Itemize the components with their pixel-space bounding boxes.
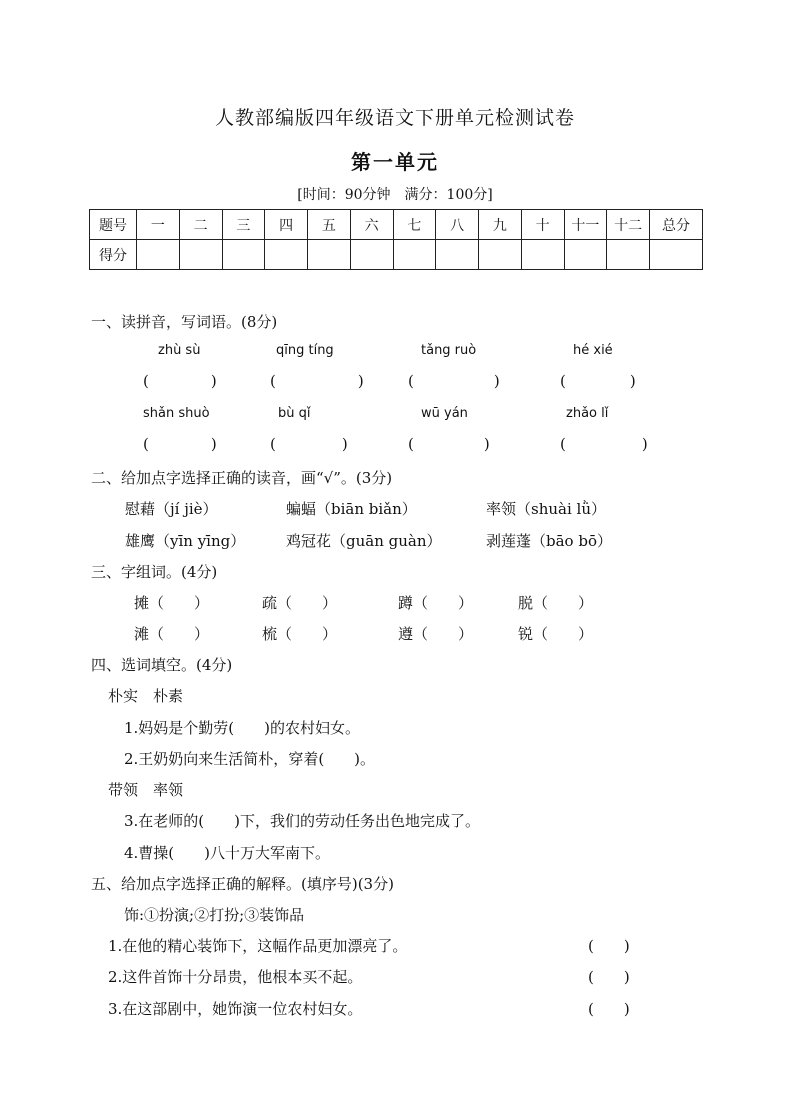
score-input-cell[interactable] [265,240,308,270]
score-table [89,209,703,270]
score-cell: 十一 [564,210,607,240]
score-input-cell[interactable] [650,240,703,270]
word-group-item[interactable]: 脱（ ） [518,594,594,612]
word-choices: 带领 率领 [108,781,184,799]
score-table-header-row [90,210,703,240]
answer-blank[interactable]: ( ) [143,435,217,453]
score-input-cell[interactable] [179,240,222,270]
score-cell: 得分 [90,240,137,270]
pinyin: zhǎo lǐ [566,406,609,421]
score-input-cell[interactable] [607,240,650,270]
q5-heading: 五、给加点字选择正确的解释。(填序号)(3分) [91,875,394,893]
score-cell: 五 [308,210,351,240]
word-group-item[interactable]: 疏（ ） [262,594,338,612]
fill-sentence[interactable]: 3.在老师的( )下，我们的劳动任务出色地完成了。 [124,812,481,830]
score-cell: 十二 [607,210,650,240]
score-input-cell[interactable] [521,240,564,270]
word-group-item[interactable]: 蹲（ ） [398,594,474,612]
word-group-item[interactable]: 滩（ ） [134,625,210,643]
explanation-sentence: 1.在他的精心装饰下，这幅作品更加漂亮了。 [108,937,408,955]
score-cell: 题号 [90,210,137,240]
score-table-score-row [90,240,703,270]
answer-blank[interactable]: ( ) [588,1000,630,1018]
answer-blank[interactable]: ( ) [408,372,500,390]
pronunciation-item[interactable]: 率领（shuài lǜ） [486,500,606,518]
score-input-cell[interactable] [222,240,265,270]
definition-options: 饰:①扮演;②打扮;③装饰品 [124,906,305,924]
q2-heading: 二、给加点字选择正确的读音，画“√”。(3分) [91,469,393,487]
pinyin: qīng tíng [276,343,334,358]
fill-sentence[interactable]: 2.王奶奶向来生活简朴，穿着( )。 [124,750,376,768]
answer-blank[interactable]: ( ) [588,937,630,955]
word-group-item[interactable]: 遵（ ） [398,625,474,643]
pronunciation-item[interactable]: 剥莲蓬（bāo bō） [486,532,612,550]
word-choices: 朴实 朴素 [108,687,184,705]
score-cell: 三 [222,210,265,240]
score-cell: 二 [179,210,222,240]
answer-blank[interactable]: ( ) [270,372,364,390]
answer-blank[interactable]: ( ) [143,372,217,390]
word-group-item[interactable]: 梳（ ） [262,625,338,643]
score-input-cell[interactable] [564,240,607,270]
pronunciation-item[interactable]: 慰藉（jí jiè） [125,500,218,518]
score-cell: 十 [521,210,564,240]
fill-sentence[interactable]: 4.曹操( )八十万大军南下。 [124,844,331,862]
pronunciation-item[interactable]: 鸡冠花（guān guàn） [286,532,442,550]
score-input-cell[interactable] [137,240,180,270]
pinyin: wū yán [421,406,468,421]
answer-blank[interactable]: ( ) [560,435,648,453]
score-input-cell[interactable] [479,240,522,270]
score-cell: 四 [265,210,308,240]
pinyin: shǎn shuò [143,406,210,421]
score-input-cell[interactable] [350,240,393,270]
answer-blank[interactable]: ( ) [560,372,636,390]
score-input-cell[interactable] [308,240,351,270]
answer-blank[interactable]: ( ) [588,968,630,986]
pronunciation-item[interactable]: 蝙蝠（biān biǎn） [286,500,417,518]
exam-title: 人教部编版四年级语文下册单元检测试卷 [214,107,575,129]
q1-heading: 一、读拼音，写词语。(8分) [91,313,278,331]
fill-sentence[interactable]: 1.妈妈是个勤劳( )的农村妇女。 [124,719,361,737]
pronunciation-item[interactable]: 雄鹰（yīn yīng） [125,532,246,550]
score-cell: 六 [350,210,393,240]
score-cell: 七 [393,210,436,240]
q4-heading: 四、选词填空。(4分) [91,656,233,674]
pinyin: hé xié [573,343,613,358]
score-cell: 总分 [650,210,703,240]
explanation-sentence: 3.在这部剧中，她饰演一位农村妇女。 [108,1000,363,1018]
answer-blank[interactable]: ( ) [408,435,490,453]
score-cell: 九 [479,210,522,240]
score-cell: 一 [137,210,180,240]
time-score-info: [时间：90分钟 满分：100分] [297,187,493,203]
score-cell: 八 [436,210,479,240]
word-group-item[interactable]: 锐（ ） [518,625,594,643]
score-input-cell[interactable] [436,240,479,270]
score-input-cell[interactable] [393,240,436,270]
pinyin: zhù sù [158,343,201,358]
word-group-item[interactable]: 摊（ ） [134,594,210,612]
answer-blank[interactable]: ( ) [270,435,348,453]
explanation-sentence: 2.这件首饰十分昂贵，他根本买不起。 [108,968,363,986]
pinyin: tǎng ruò [421,343,477,358]
q3-heading: 三、字组词。(4分) [91,563,218,581]
pinyin: bù qǐ [278,406,311,421]
unit-title: 第一单元 [351,150,439,174]
